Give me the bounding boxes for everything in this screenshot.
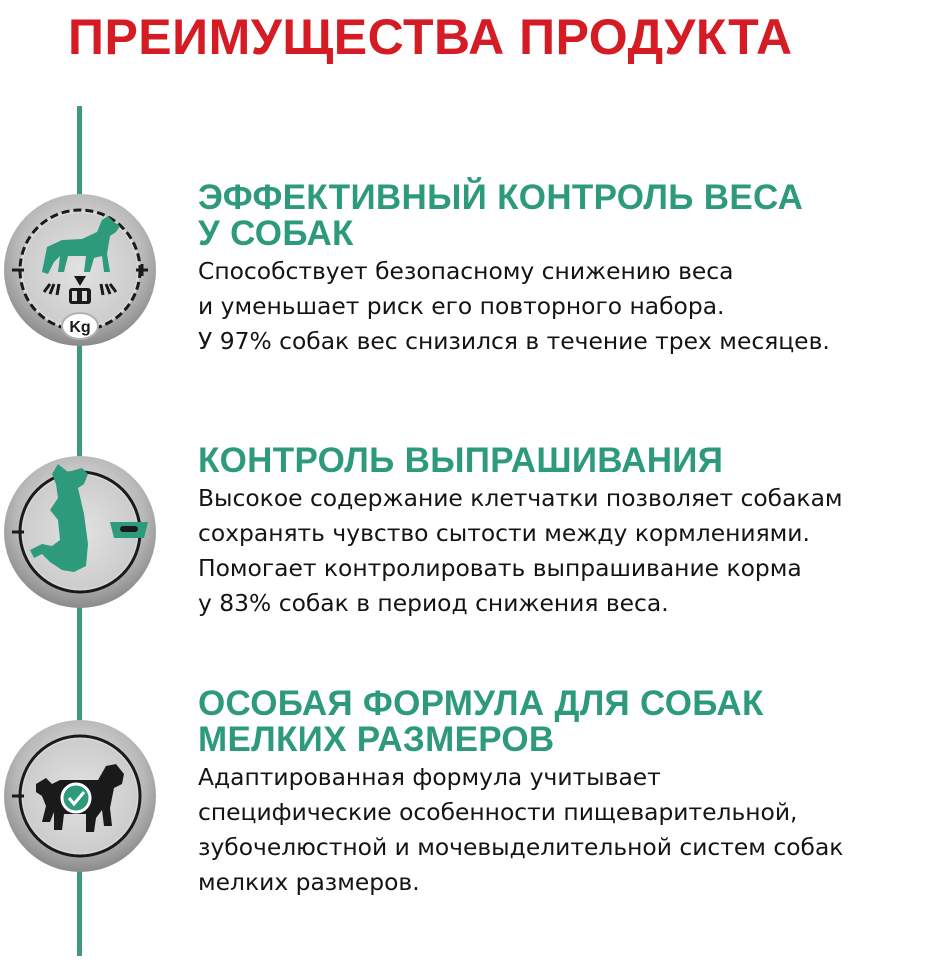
benefit-title-line: У СОБАК — [198, 214, 354, 253]
begging-dog-bowl-icon — [2, 454, 158, 610]
benefit-small-breed-formula — [198, 686, 923, 900]
benefit-desc-line: Способствует безопасному снижению веса — [198, 257, 734, 285]
benefit-begging-control — [198, 443, 923, 621]
benefit-title-line: ОСОБАЯ ФОРМУЛА ДЛЯ СОБАК — [198, 684, 764, 723]
benefit-title — [198, 180, 923, 252]
benefit-title — [198, 686, 923, 758]
page-title: ПРЕИМУЩЕСТВА ПРОДУКТА — [68, 9, 793, 65]
benefit-desc-line: Помогает контролировать выпрашивание корма — [198, 554, 802, 582]
benefit-desc-line: сохранять чувство сытости между кормлениями. — [198, 519, 810, 547]
benefit-title-line: ЭФФЕКТИВНЫЙ КОНТРОЛЬ ВЕСА — [198, 178, 804, 217]
benefit-desc-line: Высокое содержание клетчатки позволяет собакам — [198, 484, 843, 512]
benefit-title-line: КОНТРОЛЬ ВЫПРАШИВАНИЯ — [198, 441, 724, 480]
benefit-desc-line: У 97% собак вес снизился в течение трех месяцев. — [198, 327, 830, 355]
benefit-desc-line: Адаптированная формула учитывает — [198, 763, 661, 791]
dog-weight-scale-icon — [2, 192, 158, 348]
benefit-title-line: МЕЛКИХ РАЗМЕРОВ — [198, 720, 555, 759]
benefit-description — [198, 760, 923, 900]
benefit-desc-line: мелких размеров. — [198, 868, 420, 896]
benefit-desc-line: у 83% собак в период снижения веса. — [198, 589, 669, 617]
benefit-title — [198, 443, 923, 479]
benefit-description — [198, 254, 923, 359]
small-dog-check-icon — [2, 718, 158, 874]
benefit-description — [198, 481, 923, 621]
benefit-desc-line: зубочелюстной и мочевыделительной систем собак — [198, 833, 844, 861]
benefit-desc-line: специфические особенности пищеварительной, — [198, 798, 798, 826]
kg-label: Kg — [69, 319, 91, 336]
benefit-weight-control — [198, 180, 923, 359]
benefit-desc-line: и уменьшает риск его повторного набора. — [198, 292, 725, 320]
